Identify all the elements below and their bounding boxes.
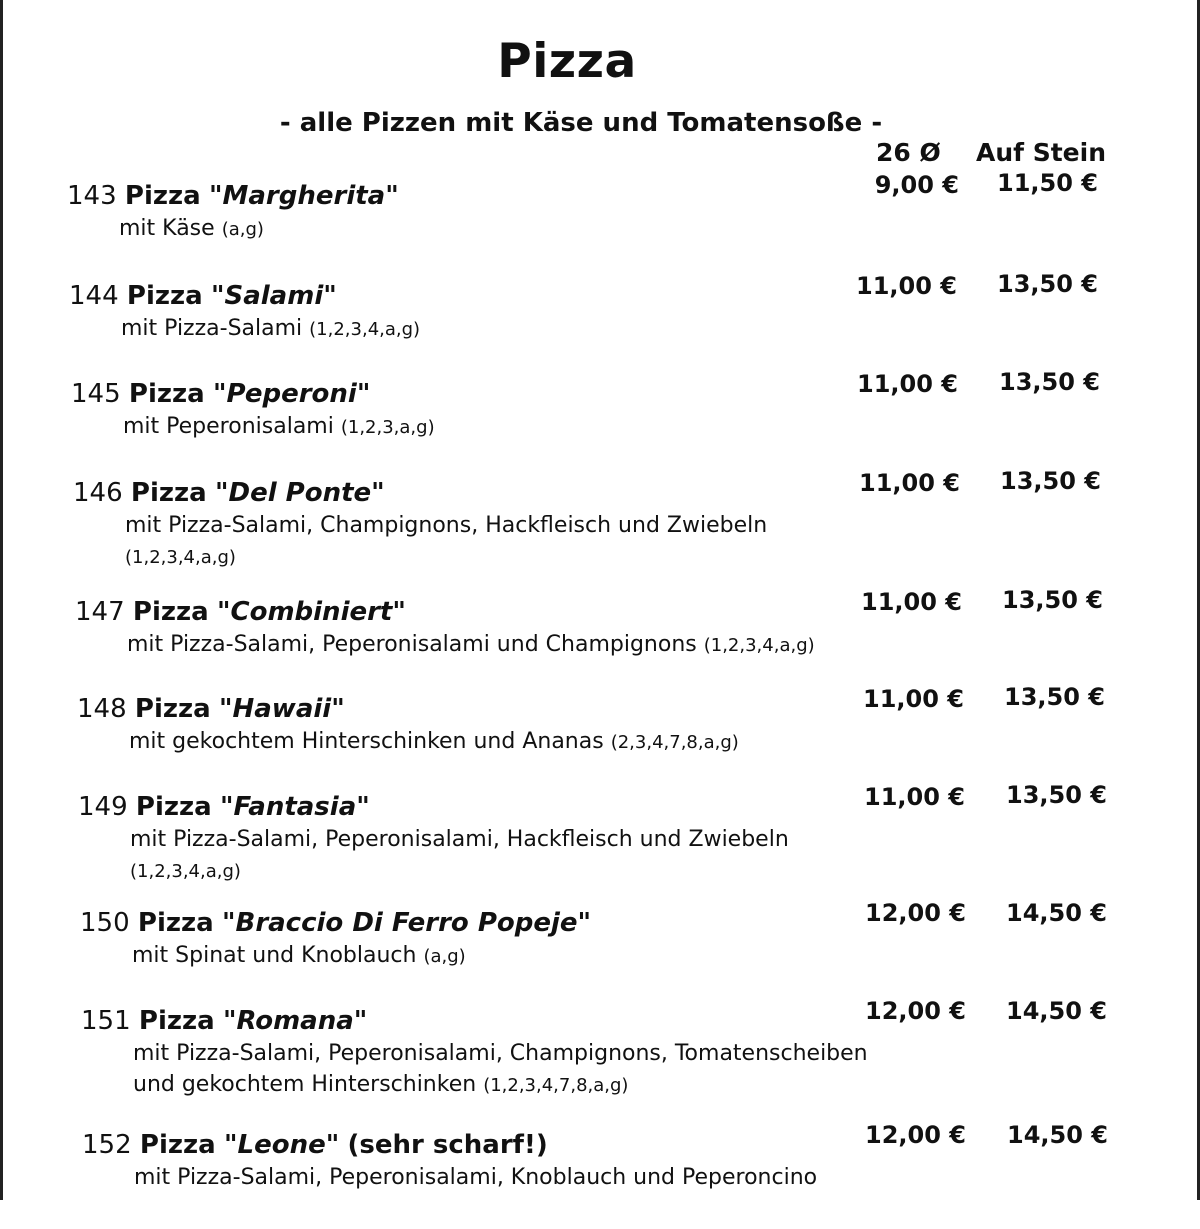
item-price-stone: 13,50 €	[997, 270, 1098, 298]
item-allergens: (1,2,3,4,7,8,a,g)	[483, 1075, 629, 1096]
item-word: Pizza	[132, 597, 209, 627]
page-title: Pizza	[497, 34, 637, 89]
item-number: 144	[69, 281, 119, 311]
item-description	[121, 313, 420, 345]
item-desc-text: mit Pizza-Salami	[121, 316, 303, 341]
item-description	[130, 824, 789, 887]
column-header-small: 26 Ø	[876, 138, 941, 167]
item-price-stone: 13,50 €	[1000, 467, 1101, 495]
item-name: "Romana"	[222, 1006, 368, 1036]
page-subtitle: - alle Pizzen mit Käse und Tomatensoße -	[279, 108, 883, 138]
item-heading	[77, 693, 345, 725]
item-name: "Hawaii"	[218, 694, 345, 724]
menu-item	[78, 781, 1178, 891]
menu-item	[80, 899, 1180, 1007]
item-price-stone: 14,50 €	[1006, 997, 1107, 1025]
item-allergens: (1,2,3,4,a,g)	[125, 547, 236, 568]
item-description	[132, 940, 466, 972]
item-price-small: 11,00 €	[857, 370, 958, 398]
item-word: Pizza	[135, 792, 212, 822]
item-word: Pizza	[130, 478, 207, 508]
item-desc-text: mit gekochtem Hinterschinken und Ananas	[129, 729, 604, 754]
item-price-small: 11,00 €	[863, 685, 964, 713]
item-heading	[80, 907, 591, 939]
item-description	[127, 629, 815, 661]
item-description	[134, 1162, 817, 1193]
item-description	[125, 510, 767, 573]
item-description	[123, 411, 435, 443]
item-price-small: 12,00 €	[865, 1121, 966, 1149]
item-name: "Del Ponte"	[214, 478, 385, 508]
item-heading	[75, 596, 406, 628]
item-word: Pizza	[126, 281, 203, 311]
item-desc-text: mit Pizza-Salami, Peperonisalami, Knoblauch und Peperoncino	[134, 1165, 818, 1190]
item-price-stone: 14,50 €	[1007, 1121, 1108, 1149]
item-heading	[67, 180, 399, 212]
item-name: "Salami"	[210, 281, 337, 311]
item-number: 143	[67, 181, 117, 211]
item-heading	[71, 378, 370, 410]
menu-item	[73, 467, 1173, 577]
menu-item	[81, 997, 1181, 1105]
item-price-small: 11,00 €	[861, 588, 962, 616]
item-price-small: 12,00 €	[865, 899, 966, 927]
menu-item	[82, 1121, 1182, 1229]
item-desc-text: mit Pizza-Salami, Peperonisalami, Champignons, Tomatenscheiben	[133, 1041, 868, 1066]
item-desc-text: mit Käse	[119, 216, 215, 241]
item-word: Pizza	[124, 181, 201, 211]
menu-item	[71, 368, 1171, 478]
column-header-stone: Auf Stein	[976, 138, 1107, 167]
item-desc-text: mit Pizza-Salami, Peperonisalami, Hackfleisch und Zwiebeln	[130, 827, 789, 852]
item-name: "Combiniert"	[216, 597, 406, 627]
item-allergens: (1,2,3,4,a,g)	[309, 319, 421, 340]
page-border-left	[0, 0, 3, 1200]
item-desc-text: mit Pizza-Salami, Champignons, Hackfleisch und Zwiebeln	[125, 513, 768, 538]
item-number: 152	[82, 1130, 132, 1160]
item-word: Pizza	[137, 908, 214, 938]
item-price-small: 9,00 €	[874, 171, 959, 199]
item-price-stone: 14,50 €	[1006, 899, 1107, 927]
item-number: 151	[81, 1006, 131, 1036]
item-description	[119, 213, 264, 245]
item-heading	[69, 280, 337, 312]
item-price-stone: 13,50 €	[1002, 586, 1103, 614]
item-number: 149	[78, 792, 128, 822]
item-word: Pizza	[134, 694, 211, 724]
item-allergens: (1,2,3,4,a,g)	[130, 861, 241, 882]
item-description	[129, 726, 739, 758]
item-number: 146	[73, 478, 123, 508]
item-desc-text: mit Pizza-Salami, Peperonisalami und Champignons	[127, 632, 697, 657]
item-word: Pizza	[139, 1130, 216, 1160]
item-number: 150	[80, 908, 130, 938]
item-name: "Leone"	[223, 1130, 340, 1160]
item-number: 145	[71, 379, 121, 409]
item-desc-text: mit Spinat und Knoblauch	[132, 943, 417, 968]
item-price-small: 12,00 €	[865, 997, 966, 1025]
item-word: Pizza	[138, 1006, 215, 1036]
item-price-stone: 13,50 €	[1006, 781, 1107, 809]
item-spicy-note: (sehr scharf!)	[347, 1130, 548, 1160]
item-price-small: 11,00 €	[859, 469, 960, 497]
item-word: Pizza	[128, 379, 205, 409]
item-heading	[81, 1005, 367, 1037]
item-price-stone: 11,50 €	[997, 169, 1098, 197]
menu-item	[67, 169, 1167, 280]
item-heading	[73, 477, 385, 509]
item-name: "Margherita"	[208, 181, 399, 211]
menu-item	[75, 586, 1175, 696]
item-description	[133, 1038, 868, 1101]
item-allergens: (1,2,3,4,a,g)	[703, 635, 815, 656]
item-allergens: (2,3,4,7,8,a,g)	[610, 732, 739, 753]
item-name: "Fantasia"	[219, 792, 370, 822]
item-price-small: 11,00 €	[856, 272, 957, 300]
item-price-stone: 13,50 €	[1004, 683, 1105, 711]
item-heading	[82, 1129, 548, 1161]
item-allergens: (1,2,3,a,g)	[340, 417, 435, 438]
menu-item	[69, 270, 1169, 380]
menu-item	[77, 683, 1177, 793]
item-name: "Braccio Di Ferro Popeje"	[221, 908, 592, 938]
item-number: 148	[77, 694, 127, 724]
item-desc-text-line2: und gekochtem Hinterschinken	[133, 1072, 477, 1097]
item-name: "Peperoni"	[212, 379, 371, 409]
item-allergens: (a,g)	[423, 946, 466, 967]
item-allergens: (a,g)	[221, 219, 264, 240]
item-heading	[78, 791, 370, 823]
item-price-stone: 13,50 €	[999, 368, 1100, 396]
item-desc-text: mit Peperonisalami	[123, 414, 334, 439]
item-number: 147	[75, 597, 125, 627]
item-price-small: 11,00 €	[864, 783, 965, 811]
